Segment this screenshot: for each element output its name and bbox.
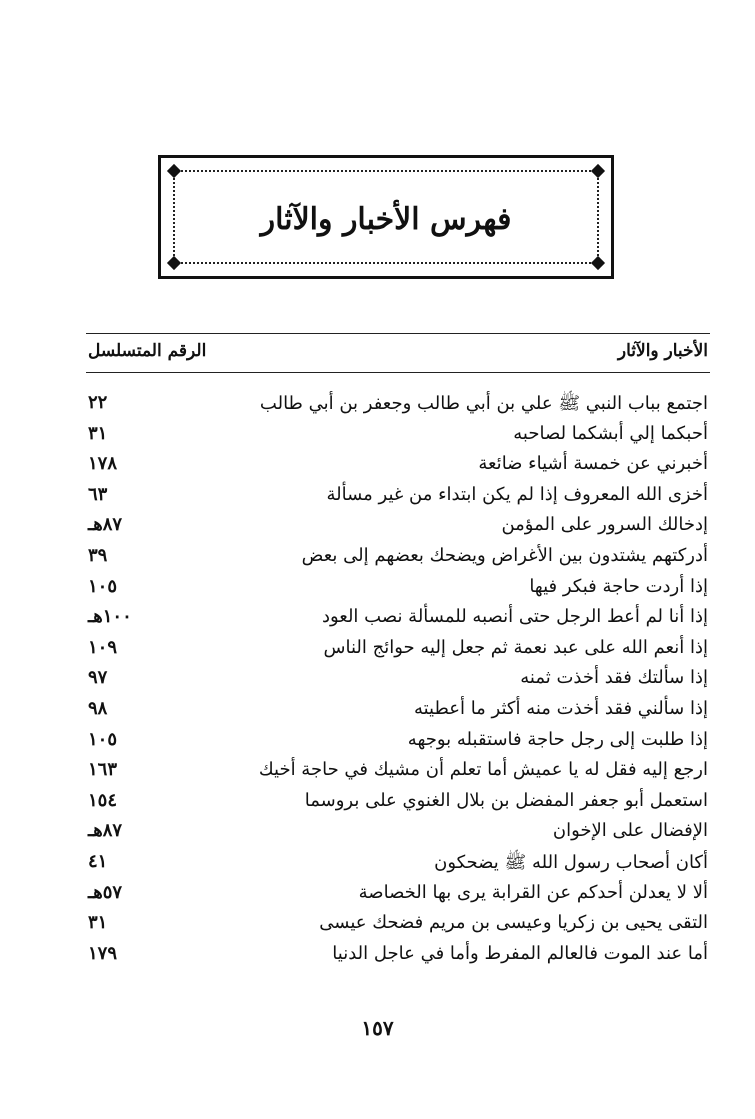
page-title: فهرس الأخبار والآثار bbox=[260, 202, 512, 237]
entry-number: ١٠٠هـ bbox=[88, 606, 132, 628]
entry-number: ٣١ bbox=[88, 912, 108, 934]
diamond-ornament-icon bbox=[167, 164, 181, 178]
diamond-ornament-icon bbox=[591, 256, 605, 270]
entry-number: ٣٩ bbox=[88, 544, 108, 566]
entry-text: أخبرني عن خمسة أشياء ضائعة bbox=[478, 453, 708, 475]
entry-text: ارجع إليه فقل له يا عميش أما تعلم أن مشيك في حاجة أخيك bbox=[258, 759, 708, 781]
index-row bbox=[86, 543, 710, 574]
entry-number: ١٠٩ bbox=[88, 636, 118, 658]
index-row bbox=[86, 451, 710, 482]
index-row bbox=[86, 880, 710, 911]
index-row bbox=[86, 727, 710, 758]
entry-text: إذا أنعم الله على عبد نعمة ثم جعل إليه حوائج الناس bbox=[323, 636, 708, 658]
entry-text: أخزى الله المعروف إذا لم يكن ابتداء من غير مسألة bbox=[326, 483, 708, 505]
index-row bbox=[86, 910, 710, 941]
index-row bbox=[86, 941, 710, 972]
entry-number: ١٠٥ bbox=[88, 575, 118, 597]
entry-text: الإفضال على الإخوان bbox=[552, 820, 708, 842]
entry-number: ١٦٣ bbox=[88, 759, 118, 781]
index-row bbox=[86, 849, 710, 880]
entry-text: أما عند الموت فالعالم المفرط وأما في عاجل الدنيا bbox=[332, 942, 708, 964]
entry-text: إذا سألتك فقد أخذت ثمنه bbox=[520, 667, 708, 689]
diamond-ornament-icon bbox=[591, 164, 605, 178]
entry-number: ٤١ bbox=[88, 850, 108, 872]
entry-number: ١٥٤ bbox=[88, 789, 118, 811]
title-dotted-border bbox=[173, 170, 599, 264]
title-frame bbox=[158, 155, 614, 279]
entry-text: أحبكما إلي أبشكما لصاحبه bbox=[513, 422, 708, 444]
entry-number: ٩٨ bbox=[88, 697, 108, 719]
entry-text: إذا أردت حاجة فبكر فيها bbox=[529, 575, 708, 597]
page-number: ١٥٧ bbox=[361, 1016, 394, 1040]
entry-text: إذا سألني فقد أخذت منه أكثر ما أعطيته bbox=[413, 697, 708, 719]
index-row bbox=[86, 421, 710, 452]
entry-number: ٢٢ bbox=[88, 392, 108, 413]
entry-text: التقى يحيى بن زكريا وعيسى بن مريم فضحك عيسى bbox=[319, 912, 708, 934]
index-header bbox=[86, 333, 710, 373]
entry-text: استعمل أبو جعفر المفضل بن بلال الغنوي على بروسما bbox=[304, 789, 708, 811]
entry-number: ١٧٨ bbox=[88, 453, 118, 475]
entry-text: اجتمع بباب النبي ﷺ علي بن أبي طالب وجعفر بن أبي طالب bbox=[259, 393, 708, 414]
index-row bbox=[86, 635, 710, 666]
entry-text: إذا أنا لم أعط الرجل حتى أنصبه للمسألة نصب العود bbox=[321, 606, 708, 628]
entry-number: ٥٧هـ bbox=[88, 881, 123, 903]
entry-number: ٨٧هـ bbox=[88, 514, 123, 536]
entry-number: ١٠٥ bbox=[88, 728, 118, 750]
entry-text: إدخالك السرور على المؤمن bbox=[501, 514, 708, 536]
index-row bbox=[86, 818, 710, 849]
index-row bbox=[86, 665, 710, 696]
entry-number: ٣١ bbox=[88, 422, 108, 444]
entry-text: ألا لا يعدلن أحدكم عن القرابة يرى بها الخصاصة bbox=[358, 881, 708, 903]
index-row bbox=[86, 696, 710, 727]
diamond-ornament-icon bbox=[167, 256, 181, 270]
entry-text: إذا طلبت إلى رجل حاجة فاستقبله بوجهه bbox=[407, 728, 708, 750]
index-row bbox=[86, 482, 710, 513]
entry-text: أكان أصحاب رسول الله ﷺ يضحكون bbox=[434, 851, 708, 873]
entry-number: ١٧٩ bbox=[88, 942, 118, 964]
index-row bbox=[86, 757, 710, 788]
index-row bbox=[86, 512, 710, 543]
index-row bbox=[86, 788, 710, 819]
index-row bbox=[86, 604, 710, 635]
serial-column-header: الرقم المتسلسل bbox=[88, 341, 207, 361]
index-row bbox=[86, 390, 710, 421]
entry-text: أدركتهم يشتدون بين الأغراض ويضحك بعضهم إلى بعض bbox=[301, 544, 708, 566]
index-entries bbox=[86, 390, 710, 971]
entry-number: ٦٣ bbox=[88, 483, 108, 505]
index-row bbox=[86, 574, 710, 605]
entries-column-header: الأخبار والآثار bbox=[617, 341, 708, 361]
entry-number: ٩٧ bbox=[88, 667, 108, 689]
entry-number: ٨٧هـ bbox=[88, 820, 123, 842]
